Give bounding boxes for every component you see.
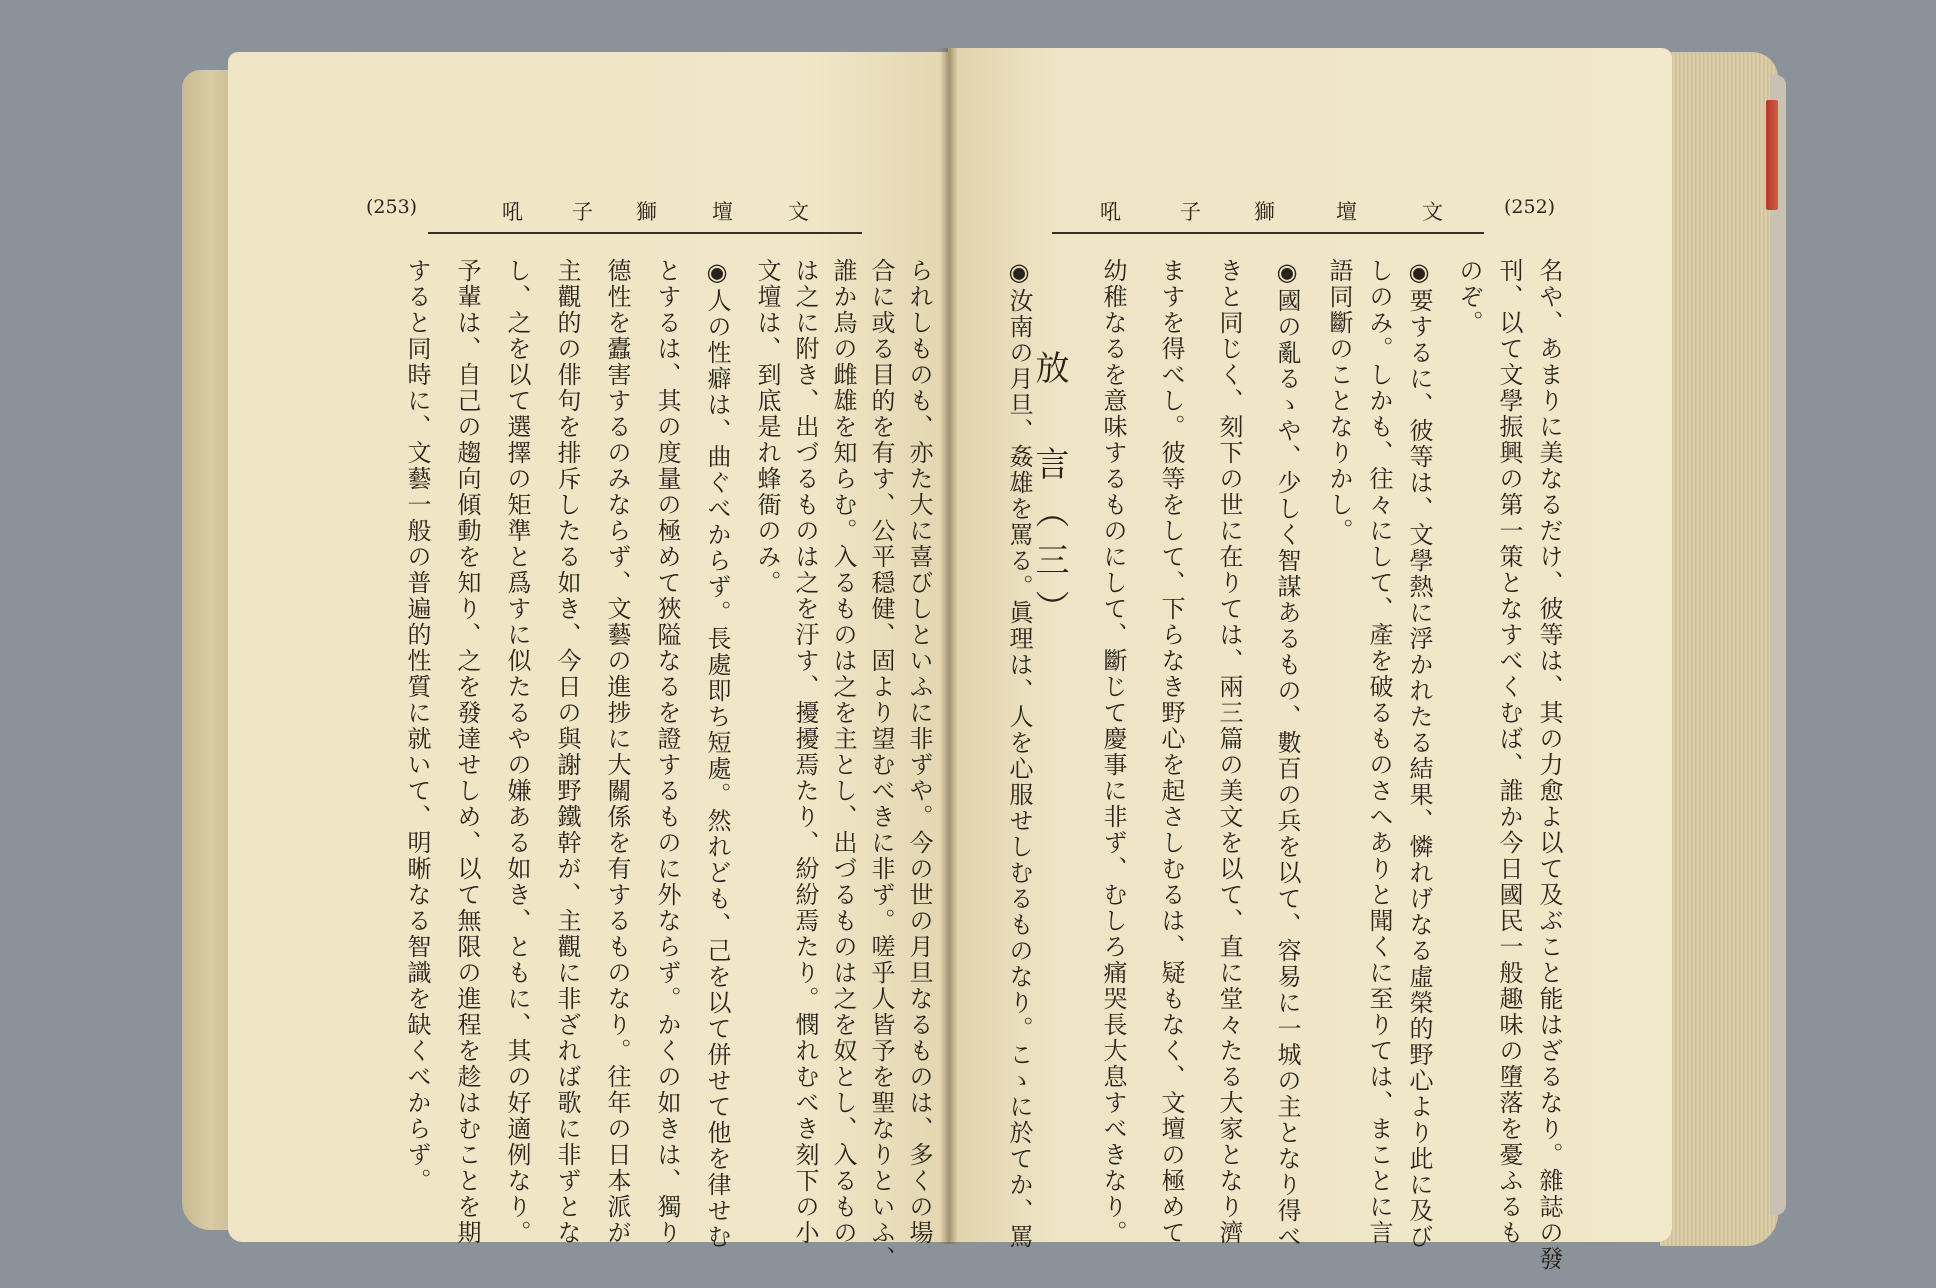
left-header-char-3: 獅 — [636, 200, 657, 224]
left-column-7: とするは、其の度量の極めて狹隘なるを證するものに外ならず。かくの如きは、獨り — [653, 258, 681, 1246]
section-title: 放 言（三） — [1029, 350, 1069, 638]
right-column-4: ◉要するに、彼等は、文學熱に浮かれたる結果、憐れげなる虛榮的野心より此に及び — [1405, 258, 1433, 1250]
book-gutter — [940, 48, 958, 1244]
right-column-5: しのみ。しかも、往々にして、產を破るものさへありと聞くに至りては、まことに言 — [1365, 258, 1393, 1246]
left-header-rule — [428, 232, 862, 234]
right-page-edges — [1660, 52, 1778, 1246]
book-spine — [1770, 75, 1786, 1215]
right-column-9: ますを得べし。彼等をして、下らなき野心を起さしむるは、疑もなく、文壇の極めて — [1157, 258, 1185, 1246]
left-header-char-1: 文 — [788, 200, 809, 224]
right-column-8: きと同じく、刻下の世に在りては、兩三篇の美文を以て、直に堂々たる大家となり濟 — [1215, 258, 1243, 1246]
left-page-number: (253) — [366, 196, 418, 218]
red-bookmark-tab — [1766, 100, 1778, 210]
left-column-12: すると同時に、文藝一般の普遍的性質に就いて、明晰なる智識を缺くべからず。 — [403, 258, 431, 1194]
left-column-5: 文壇は、到底是れ蜂衙のみ。 — [753, 258, 781, 596]
left-column-11: 予輩は、自己の趨向傾動を知り、之を發達せしめ、以て無限の進程を趁はむことを期 — [453, 258, 481, 1246]
right-column-10: 幼稚なるを意味するものにして、斷じて慶事に非ず、むしろ痛哭長大息すべきなり。 — [1099, 258, 1127, 1246]
right-column-14: ◉汝南の月旦、姦雄を罵る。眞理は、人を心服せしむるものなり。こゝに於てか、罵 — [1005, 258, 1033, 1250]
right-column-7: ◉國の亂るゝや、少しく智謀あるもの、數百の兵を以て、容易に一城の主となり得べ — [1273, 258, 1301, 1250]
left-column-9: 主觀的の俳句を排斥したる如き、今日の與謝野鐵幹が、主觀に非ざれば歌に非ずとな — [553, 258, 581, 1246]
left-column-3: 誰か烏の雌雄を知らむ。入るものは之を主とし、出づるものは之を奴とし、入るもの — [829, 258, 857, 1246]
right-page-header — [0, 196, 1936, 226]
right-header-char-3: 獅 — [1254, 200, 1275, 224]
left-header-char-5: 吼 — [502, 200, 523, 224]
left-column-2: 合に或る目的を有す、公平穏健、固より望むべきに非ず。嗟乎人皆予を聖なりといふ、 — [867, 258, 895, 1272]
right-header-char-2: 壇 — [1336, 200, 1357, 224]
right-column-3: のぞ。 — [1455, 258, 1483, 336]
right-column-6: 語同斷のことなりかし。 — [1325, 258, 1353, 544]
right-column-1: 名や、あまりに美なるだけ、彼等は、其の力愈よ以て及ぶこと能はざるなり。雜誌の發 — [1535, 258, 1563, 1272]
left-header-char-4: 子 — [572, 200, 593, 224]
left-column-6: ◉人の性癖は、曲ぐべからず。長處即ち短處。然れども、己を以て併せて他を律せむ — [703, 258, 731, 1250]
right-page-number: (252) — [1504, 196, 1556, 218]
right-header-char-1: 文 — [1422, 200, 1443, 224]
left-header-char-2: 壇 — [712, 200, 733, 224]
left-column-10: し、之を以て選擇の矩準と爲すに似たるやの嫌ある如き、ともに、其の好適例なり。 — [503, 258, 531, 1246]
left-column-4: は之に附き、出づるものは之を汙す、擾擾焉たり、紛紛焉たり。憫れむべき刻下の小 — [791, 258, 819, 1246]
left-column-8: 德性を蠹害するのみならず、文藝の進捗に大關係を有するものなり。往年の日本派が — [603, 258, 631, 1246]
right-header-char-5: 吼 — [1100, 200, 1121, 224]
right-column-2: 刊、以て文學振興の第一策となすべくむば、誰か今日國民一般趣味の墮落を憂ふるも — [1495, 258, 1523, 1246]
left-column-1: られしものも、亦た大に喜びしといふに非ずや。今の世の月旦なるものは、多くの場 — [905, 258, 933, 1246]
right-header-rule — [1052, 232, 1484, 234]
right-header-char-4: 子 — [1180, 200, 1201, 224]
